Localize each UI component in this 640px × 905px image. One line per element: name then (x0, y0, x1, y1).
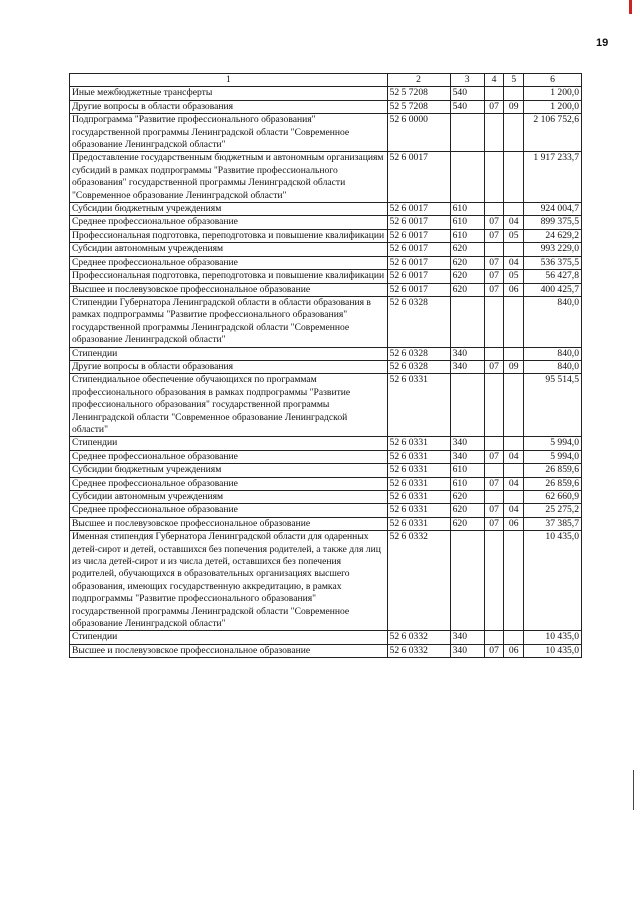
row-section-cell (484, 631, 504, 644)
row-code-cell: 52 6 0332 (387, 531, 450, 631)
row-amount-cell: 2 106 752,6 (524, 114, 582, 152)
table-row (70, 152, 582, 203)
row-code-cell: 52 6 0017 (387, 270, 450, 283)
row-amount-cell: 1 917 233,7 (524, 152, 582, 203)
row-name-cell: Среднее профессиональное образование (70, 477, 388, 490)
row-subsection-cell: 06 (504, 517, 524, 530)
row-type-cell: 620 (450, 283, 484, 296)
row-name-cell: Высшее и послевузовское профессиональное образование (70, 517, 388, 530)
row-code-cell: 52 5 7208 (387, 87, 450, 100)
row-type-cell: 340 (450, 631, 484, 644)
table-row (70, 243, 582, 256)
row-subsection-cell (504, 152, 524, 203)
row-code-cell: 52 6 0000 (387, 114, 450, 152)
row-subsection-cell (504, 531, 524, 631)
row-amount-cell: 899 375,5 (524, 216, 582, 229)
row-amount-cell: 24 629,2 (524, 229, 582, 242)
table-row (70, 270, 582, 283)
row-type-cell: 620 (450, 517, 484, 530)
row-subsection-cell (504, 114, 524, 152)
row-section-cell: 07 (484, 450, 504, 463)
row-code-cell: 52 6 0332 (387, 644, 450, 657)
row-subsection-cell (504, 437, 524, 450)
row-amount-cell: 993 229,0 (524, 243, 582, 256)
row-name-cell: Подпрограмма "Развитие профессионального образования" государственной программы Ленинградской области "Современное образование Ленинградской области" (70, 114, 388, 152)
table-row (70, 374, 582, 437)
row-code-cell: 52 6 0331 (387, 374, 450, 437)
row-name-cell: Другие вопросы в области образования (70, 360, 388, 373)
row-amount-cell: 400 425,7 (524, 283, 582, 296)
table-row (70, 517, 582, 530)
row-code-cell: 52 6 0331 (387, 464, 450, 477)
row-amount-cell: 10 435,0 (524, 631, 582, 644)
row-code-cell: 52 6 0017 (387, 256, 450, 269)
row-code-cell: 52 6 0331 (387, 437, 450, 450)
row-code-cell: 52 6 0331 (387, 517, 450, 530)
row-amount-cell: 10 435,0 (524, 644, 582, 657)
row-type-cell: 340 (450, 347, 484, 360)
table-row (70, 360, 582, 373)
table-row (70, 100, 582, 113)
table-row (70, 203, 582, 216)
row-name-cell: Среднее профессиональное образование (70, 216, 388, 229)
row-section-cell (484, 152, 504, 203)
row-type-cell (450, 296, 484, 347)
table-row (70, 531, 582, 631)
row-section-cell: 07 (484, 256, 504, 269)
row-code-cell: 52 6 0017 (387, 203, 450, 216)
row-name-cell: Именная стипендия Губернатора Ленинградской области для одаренных детей-сирот и детей, оставшихся без попечения родителей, а также для лиц из числа детей-сирот и из числа детей, оставшихся без попечения родителей, обучающихся в образовательных организациях высшего образования, имеющих государственную аккредитацию, в рамках подпрограммы "Развитие профессионального образования" государственной программы Ленинградской области "Современное образование Ленинградской области" (70, 531, 388, 631)
row-type-cell: 620 (450, 256, 484, 269)
table-row (70, 644, 582, 657)
row-subsection-cell: 09 (504, 360, 524, 373)
row-subsection-cell: 09 (504, 100, 524, 113)
row-type-cell (450, 531, 484, 631)
table-row (70, 450, 582, 463)
row-name-cell: Профессиональная подготовка, переподготовка и повышение квалификации (70, 270, 388, 283)
row-amount-cell: 10 435,0 (524, 531, 582, 631)
row-type-cell: 610 (450, 203, 484, 216)
row-type-cell (450, 152, 484, 203)
row-name-cell: Стипендии (70, 631, 388, 644)
row-name-cell: Среднее профессиональное образование (70, 450, 388, 463)
row-section-cell (484, 296, 504, 347)
row-subsection-cell (504, 491, 524, 504)
row-code-cell: 52 5 7208 (387, 100, 450, 113)
row-name-cell: Стипендиальное обеспечение обучающихся по программам профессионального образования в рамках подпрограммы "Развитие профессионального образования" государственной программы Ленинградской области "Современное образование Ленинградской области" (70, 374, 388, 437)
row-section-cell: 07 (484, 517, 504, 530)
row-subsection-cell: 06 (504, 283, 524, 296)
row-type-cell: 610 (450, 229, 484, 242)
header-col-4: 4 (484, 74, 504, 87)
row-amount-cell: 26 859,6 (524, 477, 582, 490)
row-subsection-cell (504, 296, 524, 347)
row-name-cell: Предоставление государственным бюджетным и автономным организациям субсидий в рамках подпрограммы "Развитие профессионального образования" государственной программы Ленинградской области "Современное образование Ленинградской области" (70, 152, 388, 203)
scan-corner-mark (629, 0, 632, 14)
row-code-cell: 52 6 0017 (387, 229, 450, 242)
row-amount-cell: 924 004,7 (524, 203, 582, 216)
row-subsection-cell (504, 631, 524, 644)
table-row (70, 256, 582, 269)
table-row (70, 631, 582, 644)
table-row (70, 347, 582, 360)
row-section-cell: 07 (484, 283, 504, 296)
row-name-cell: Субсидии бюджетным учреждениям (70, 203, 388, 216)
row-type-cell: 620 (450, 243, 484, 256)
scan-edge-mark (633, 770, 634, 810)
row-code-cell: 52 6 0328 (387, 360, 450, 373)
row-name-cell: Высшее и послевузовское профессиональное образование (70, 644, 388, 657)
row-type-cell: 540 (450, 100, 484, 113)
row-amount-cell: 95 514,5 (524, 374, 582, 437)
row-section-cell: 07 (484, 216, 504, 229)
table-row (70, 504, 582, 517)
row-type-cell: 340 (450, 450, 484, 463)
row-amount-cell: 26 859,6 (524, 464, 582, 477)
row-name-cell: Субсидии автономным учреждениям (70, 243, 388, 256)
row-subsection-cell: 04 (504, 477, 524, 490)
row-code-cell: 52 6 0331 (387, 491, 450, 504)
row-name-cell: Стипендии (70, 347, 388, 360)
row-section-cell (484, 374, 504, 437)
table-row (70, 87, 582, 100)
row-type-cell: 610 (450, 464, 484, 477)
row-subsection-cell: 05 (504, 229, 524, 242)
header-col-5: 5 (504, 74, 524, 87)
row-subsection-cell (504, 464, 524, 477)
row-subsection-cell: 04 (504, 216, 524, 229)
row-amount-cell: 5 994,0 (524, 450, 582, 463)
row-subsection-cell: 05 (504, 270, 524, 283)
row-code-cell: 52 6 0017 (387, 283, 450, 296)
row-name-cell: Профессиональная подготовка, переподготовка и повышение квалификации (70, 229, 388, 242)
row-amount-cell: 1 200,0 (524, 100, 582, 113)
row-type-cell: 340 (450, 644, 484, 657)
row-type-cell: 620 (450, 270, 484, 283)
row-type-cell (450, 114, 484, 152)
row-type-cell: 620 (450, 491, 484, 504)
row-code-cell: 52 6 0017 (387, 243, 450, 256)
row-section-cell (484, 464, 504, 477)
row-amount-cell: 25 275,2 (524, 504, 582, 517)
row-name-cell: Субсидии бюджетным учреждениям (70, 464, 388, 477)
table-row (70, 283, 582, 296)
row-amount-cell: 37 385,7 (524, 517, 582, 530)
row-section-cell: 07 (484, 477, 504, 490)
row-amount-cell: 1 200,0 (524, 87, 582, 100)
header-col-3: 3 (450, 74, 484, 87)
row-amount-cell: 62 660,9 (524, 491, 582, 504)
row-section-cell (484, 531, 504, 631)
row-amount-cell: 840,0 (524, 360, 582, 373)
row-section-cell (484, 87, 504, 100)
row-subsection-cell (504, 347, 524, 360)
table-row (70, 216, 582, 229)
row-name-cell: Иные межбюджетные трансферты (70, 87, 388, 100)
table-row (70, 437, 582, 450)
row-amount-cell: 536 375,5 (524, 256, 582, 269)
row-type-cell: 540 (450, 87, 484, 100)
row-subsection-cell (504, 87, 524, 100)
header-col-6: 6 (524, 74, 582, 87)
row-subsection-cell (504, 243, 524, 256)
header-col-2: 2 (387, 74, 450, 87)
row-amount-cell: 56 427,8 (524, 270, 582, 283)
row-section-cell: 07 (484, 229, 504, 242)
row-section-cell (484, 243, 504, 256)
row-subsection-cell (504, 374, 524, 437)
row-type-cell: 610 (450, 216, 484, 229)
row-subsection-cell: 04 (504, 504, 524, 517)
budget-table (69, 73, 582, 658)
row-name-cell: Среднее профессиональное образование (70, 504, 388, 517)
row-amount-cell: 840,0 (524, 347, 582, 360)
row-section-cell: 07 (484, 644, 504, 657)
table-row (70, 114, 582, 152)
row-section-cell: 07 (484, 270, 504, 283)
table-header-row (70, 74, 582, 87)
row-code-cell: 52 6 0331 (387, 477, 450, 490)
row-section-cell (484, 114, 504, 152)
row-subsection-cell: 04 (504, 256, 524, 269)
row-code-cell: 52 6 0017 (387, 152, 450, 203)
table-row (70, 229, 582, 242)
row-code-cell: 52 6 0331 (387, 450, 450, 463)
row-type-cell: 340 (450, 437, 484, 450)
row-subsection-cell (504, 203, 524, 216)
row-code-cell: 52 6 0328 (387, 296, 450, 347)
row-code-cell: 52 6 0331 (387, 504, 450, 517)
row-code-cell: 52 6 0332 (387, 631, 450, 644)
row-amount-cell: 5 994,0 (524, 437, 582, 450)
row-section-cell (484, 491, 504, 504)
row-code-cell: 52 6 0017 (387, 216, 450, 229)
page-number: 19 (596, 37, 609, 49)
row-section-cell (484, 203, 504, 216)
row-code-cell: 52 6 0328 (387, 347, 450, 360)
table-row (70, 464, 582, 477)
row-section-cell: 07 (484, 360, 504, 373)
row-amount-cell: 840,0 (524, 296, 582, 347)
row-type-cell: 620 (450, 504, 484, 517)
row-name-cell: Другие вопросы в области образования (70, 100, 388, 113)
table-row (70, 491, 582, 504)
row-section-cell: 07 (484, 504, 504, 517)
header-col-1: 1 (70, 74, 388, 87)
row-section-cell: 07 (484, 100, 504, 113)
row-name-cell: Стипендии Губернатора Ленинградской области в области образования в рамках подпрограммы "Развитие профессионального образования" государственной программы Ленинградской области "Современное образование Ленинградской области" (70, 296, 388, 347)
row-name-cell: Субсидии автономным учреждениям (70, 491, 388, 504)
table-row (70, 477, 582, 490)
row-name-cell: Стипендии (70, 437, 388, 450)
row-type-cell: 610 (450, 477, 484, 490)
row-subsection-cell: 04 (504, 450, 524, 463)
row-type-cell: 340 (450, 360, 484, 373)
row-section-cell (484, 437, 504, 450)
row-section-cell (484, 347, 504, 360)
row-subsection-cell: 06 (504, 644, 524, 657)
row-name-cell: Высшее и послевузовское профессиональное образование (70, 283, 388, 296)
row-name-cell: Среднее профессиональное образование (70, 256, 388, 269)
row-type-cell (450, 374, 484, 437)
table-row (70, 296, 582, 347)
